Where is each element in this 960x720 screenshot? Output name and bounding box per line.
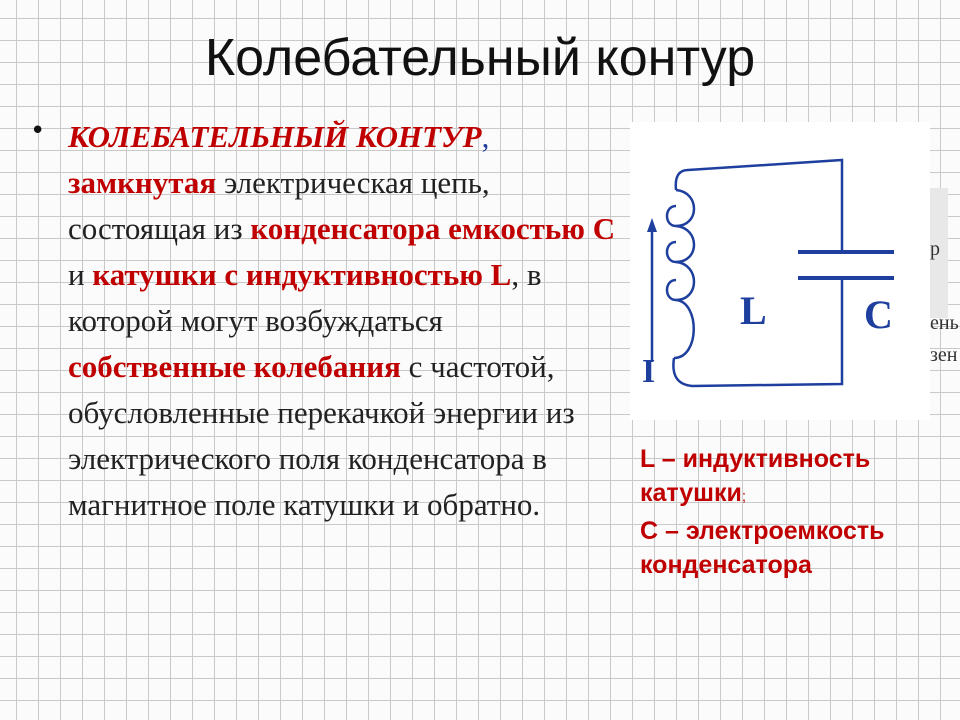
coil-turn-2 [667,226,694,262]
top-wire [688,160,842,250]
legend-capacitance: С – электроемкость конденсатора [640,517,885,579]
coil-turn-3 [667,262,694,300]
text-and: и [68,257,93,292]
inductor-label: L [740,288,767,333]
text-frequency: с частотой, обусловленные перекачкой энергии из электрического поля конденсатора в магнитное поле катушки и обратно. [68,349,575,522]
partial-text-3: зен [930,344,958,366]
circuit-wires [652,160,842,386]
current-arrow-head [647,218,657,232]
partial-text-1: р [930,238,940,260]
circuit-schematic [630,122,930,420]
highlight-capacitor: конденсатора емкостью С [250,211,616,246]
lc-circuit-diagram [630,122,930,420]
term-comma: , [481,119,490,154]
legend [640,442,950,582]
current-label: I [642,353,656,390]
definition-text [68,114,628,528]
capacitor-label: C [864,292,893,337]
text-which: , в которой могут возбуждаться [68,257,542,338]
highlight-oscillations: собственные колебания [68,349,401,384]
coil-top-lead [676,170,688,190]
legend-semicolon: ; [741,488,747,505]
bottom-wire [692,280,842,386]
text-circuit: электрическая цепь, состоящая из [68,165,490,246]
term-highlight: КОЛЕБАТЕЛЬНЫЙ КОНТУР [68,119,482,154]
coil-turn-1 [667,190,694,226]
highlight-closed: замкнутая [68,165,217,200]
slide-title: Колебательный контур [204,29,756,87]
partial-text-2: ень [930,312,959,334]
coil-turn-4 [674,300,694,358]
bullet-marker: • [30,116,46,146]
highlight-inductor: катушки с индуктивностью L [92,257,512,292]
legend-inductance: L – индуктивность катушки [640,445,871,507]
coil-bottom-lead [673,358,692,386]
